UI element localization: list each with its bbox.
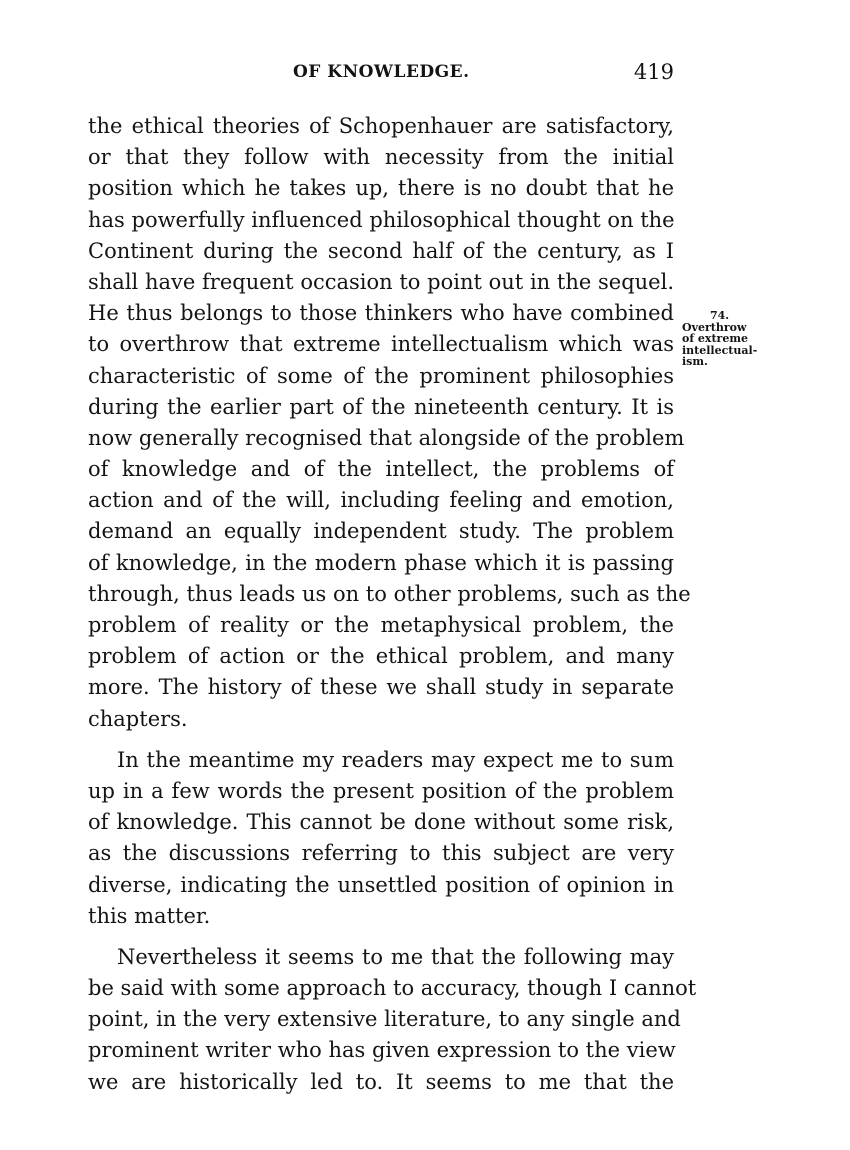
text-line: during the earlier part of the nineteenth century. It is xyxy=(88,394,674,419)
running-head xyxy=(88,60,674,90)
text-line: problem of reality or the metaphysical problem, the xyxy=(88,613,674,637)
text-line: this matter. xyxy=(88,903,211,928)
text-line: up in a few words the present position of the problem xyxy=(88,778,674,803)
text-line: characteristic of some of the prominent philosophies xyxy=(88,363,674,388)
text-line: has powerfully influenced philosophical thought on the xyxy=(88,207,675,232)
text-line: of knowledge and of the intellect, the problems of xyxy=(88,457,674,482)
paragraph-1 xyxy=(88,111,691,735)
text-line: Nevertheless it seems to me that the following may xyxy=(117,944,674,969)
body-text xyxy=(88,111,697,1098)
text-line: In the meantime my readers may expect me to sum xyxy=(117,747,674,772)
text-line: be said with some approach to accuracy, though I cannot xyxy=(88,976,697,1001)
text-line: through, thus leads us on to other problems, such as the xyxy=(88,581,691,606)
text-line: point, in the very extensive literature, to any single and xyxy=(88,1007,681,1032)
marginal-note-number: 74. xyxy=(710,309,730,322)
text-line: or that they follow with necessity from the initial xyxy=(88,145,674,170)
paragraph-2 xyxy=(88,745,674,932)
text-line: He thus belongs to those thinkers who have combined xyxy=(88,301,674,326)
marginal-note-line: intellectual- xyxy=(682,343,758,357)
text-line: position which he takes up, there is no doubt that he xyxy=(88,176,674,201)
text-line: of knowledge. This cannot be done without some risk, xyxy=(88,810,674,835)
text-line: problem of action or the ethical problem, and many xyxy=(88,644,674,669)
paragraph-gap xyxy=(88,735,674,745)
text-line: the ethical theories of Schopenhauer are satisfactory, xyxy=(88,114,674,138)
text-line: we are historically led to. It seems to me that the xyxy=(88,1069,674,1094)
marginal-note-line: ism. xyxy=(682,355,708,368)
text-line: more. The history of these we shall study in separate xyxy=(88,675,674,700)
text-line: as the discussions referring to this subject are very xyxy=(88,841,674,866)
text-line: chapters. xyxy=(88,706,188,731)
marginal-note xyxy=(682,310,772,368)
paragraph-3 xyxy=(88,942,697,1098)
text-line: Continent during the second half of the century, as I xyxy=(88,238,674,263)
text-line: of knowledge, in the modern phase which it is passing xyxy=(88,550,674,575)
text-line: demand an equally independent study. The problem xyxy=(88,519,674,544)
text-line: to overthrow that extreme intellectualism which was xyxy=(88,332,674,357)
text-line: action and of the will, including feeling and emotion, xyxy=(88,488,674,513)
marginal-note-line: of extreme xyxy=(682,332,748,345)
page-number: 419 xyxy=(633,60,674,84)
text-line: now generally recognised that alongside of the problem xyxy=(88,425,685,450)
paragraph-gap xyxy=(88,932,674,942)
running-title: OF KNOWLEDGE. xyxy=(293,62,470,82)
marginal-note-line: Overthrow xyxy=(682,320,747,334)
text-line: diverse, indicating the unsettled position of opinion in xyxy=(88,872,674,897)
text-line: shall have frequent occasion to point out in the sequel. xyxy=(88,269,674,294)
text-line: prominent writer who has given expression to the view xyxy=(88,1038,676,1063)
